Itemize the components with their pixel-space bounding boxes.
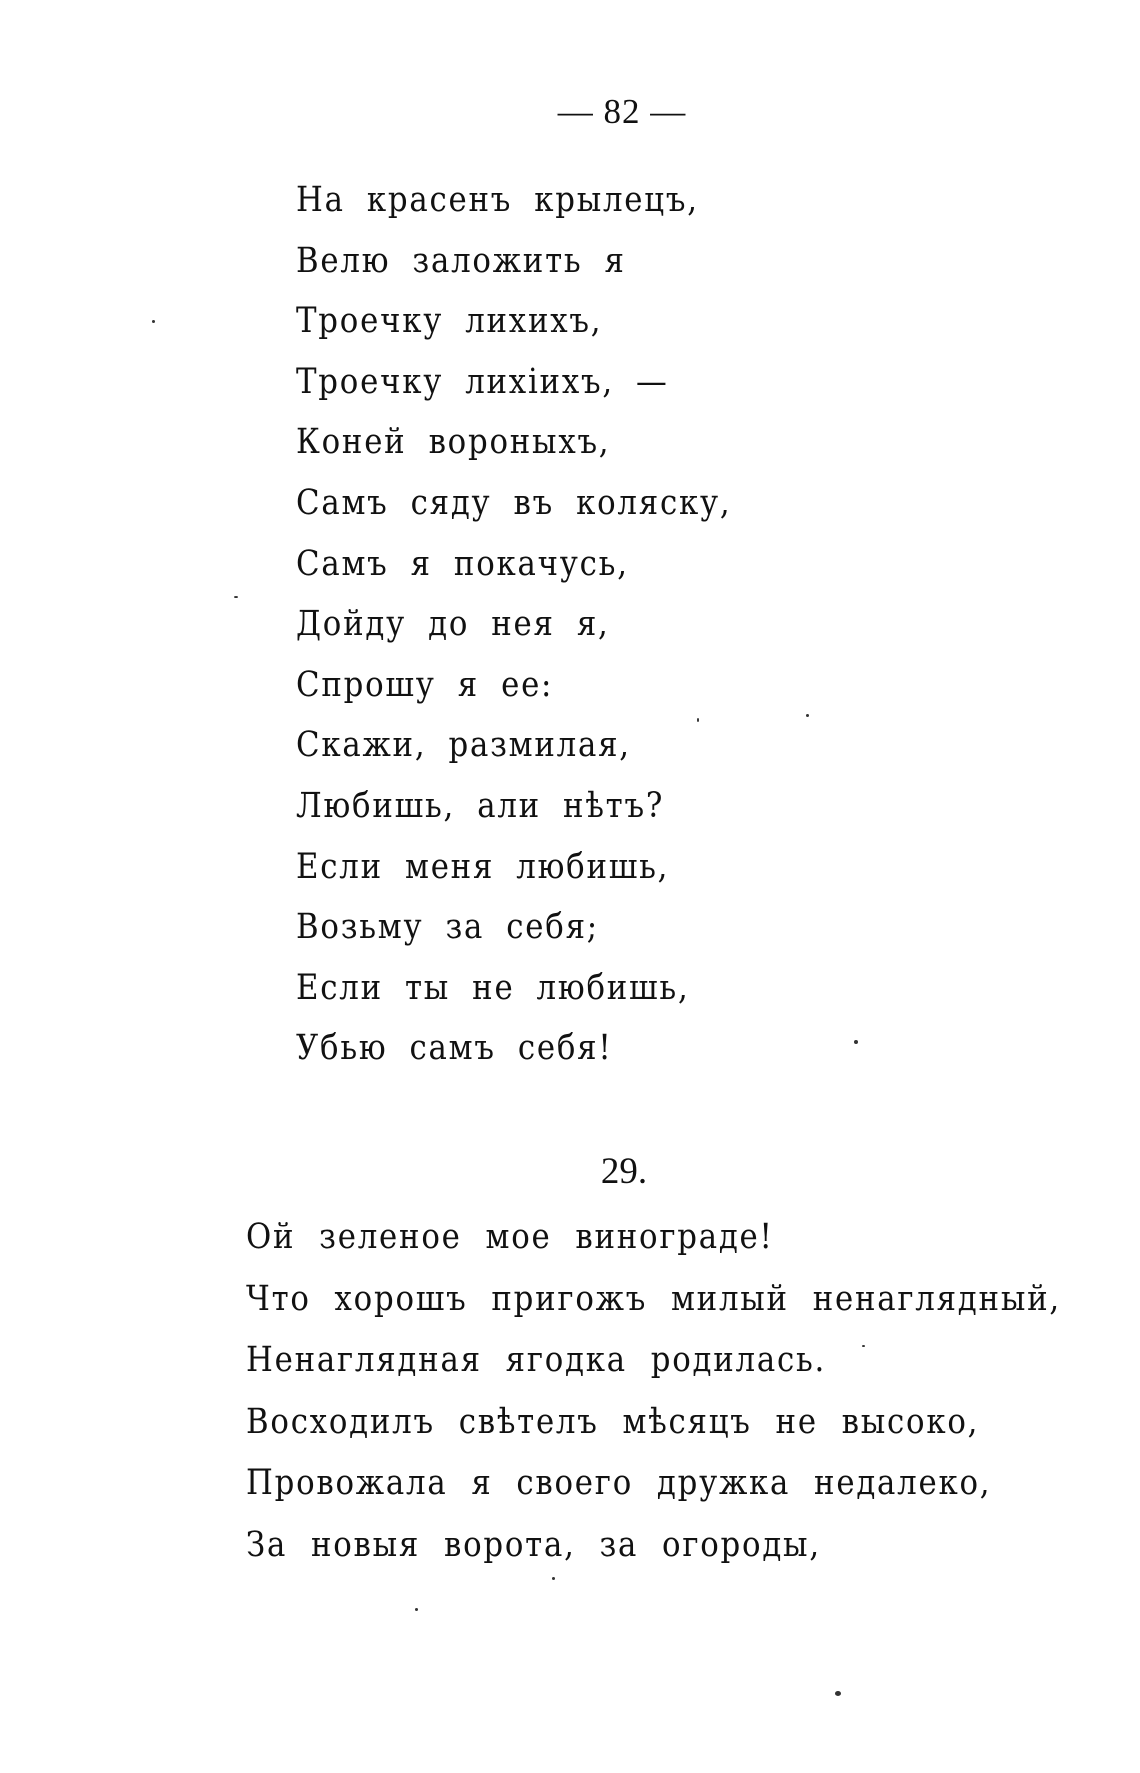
verse-line: Самъ я покачусь,: [296, 543, 629, 584]
verse-line: За новыя ворота, за огороды,: [246, 1524, 821, 1565]
verse-line: Скажи, размилая,: [296, 725, 631, 766]
scan-speck: [552, 1577, 555, 1580]
verse-line: Велю заложить я: [296, 240, 626, 281]
verse-line: Восходилъ свѣтелъ мѣсяцъ не высоко,: [246, 1401, 980, 1442]
verse-line: Провожала я своего дружка недалеко,: [246, 1463, 992, 1503]
verse-line: Любишь, али нѣтъ?: [296, 785, 665, 826]
verse-line: Что хорошъ пригожъ милый ненаглядный,: [246, 1278, 1061, 1319]
verse-line: Спрошу я ее:: [296, 664, 554, 705]
verse-line: Если ты не любишь,: [296, 967, 690, 1008]
verse-line: Если меня любишь,: [296, 846, 670, 887]
scan-speck: [234, 596, 238, 598]
scan-speck: [854, 1040, 858, 1044]
verse-line: Ненаглядная ягодка родилась.: [246, 1340, 827, 1380]
scan-speck: [152, 320, 155, 323]
page-number: — 82 —: [557, 92, 687, 131]
verse-line: Коней вороныхъ,: [296, 422, 611, 463]
verse-line: Ой зеленое мое винограде!: [246, 1217, 774, 1257]
section-number: 29.: [600, 1151, 648, 1192]
scan-speck: [806, 714, 809, 717]
verse-line: Троечку лихихъ,: [296, 301, 603, 342]
verse-line: Убью самъ себя!: [296, 1028, 613, 1069]
stanza-continued: [296, 170, 791, 1079]
scan-speck: [415, 1608, 418, 1611]
verse-line: Дойду до нея я,: [296, 604, 610, 645]
verse-line: Возьму за себя;: [296, 907, 599, 948]
verse-line: На красенъ крылецъ,: [296, 180, 699, 220]
scan-speck: [862, 1345, 865, 1347]
verse-line: Самъ сяду въ коляску,: [296, 482, 732, 523]
poem-29: [246, 1207, 1140, 1576]
scan-speck: [835, 1691, 841, 1696]
verse-line: Троечку лихiихъ, —: [296, 361, 669, 402]
scan-speck: [697, 718, 699, 722]
